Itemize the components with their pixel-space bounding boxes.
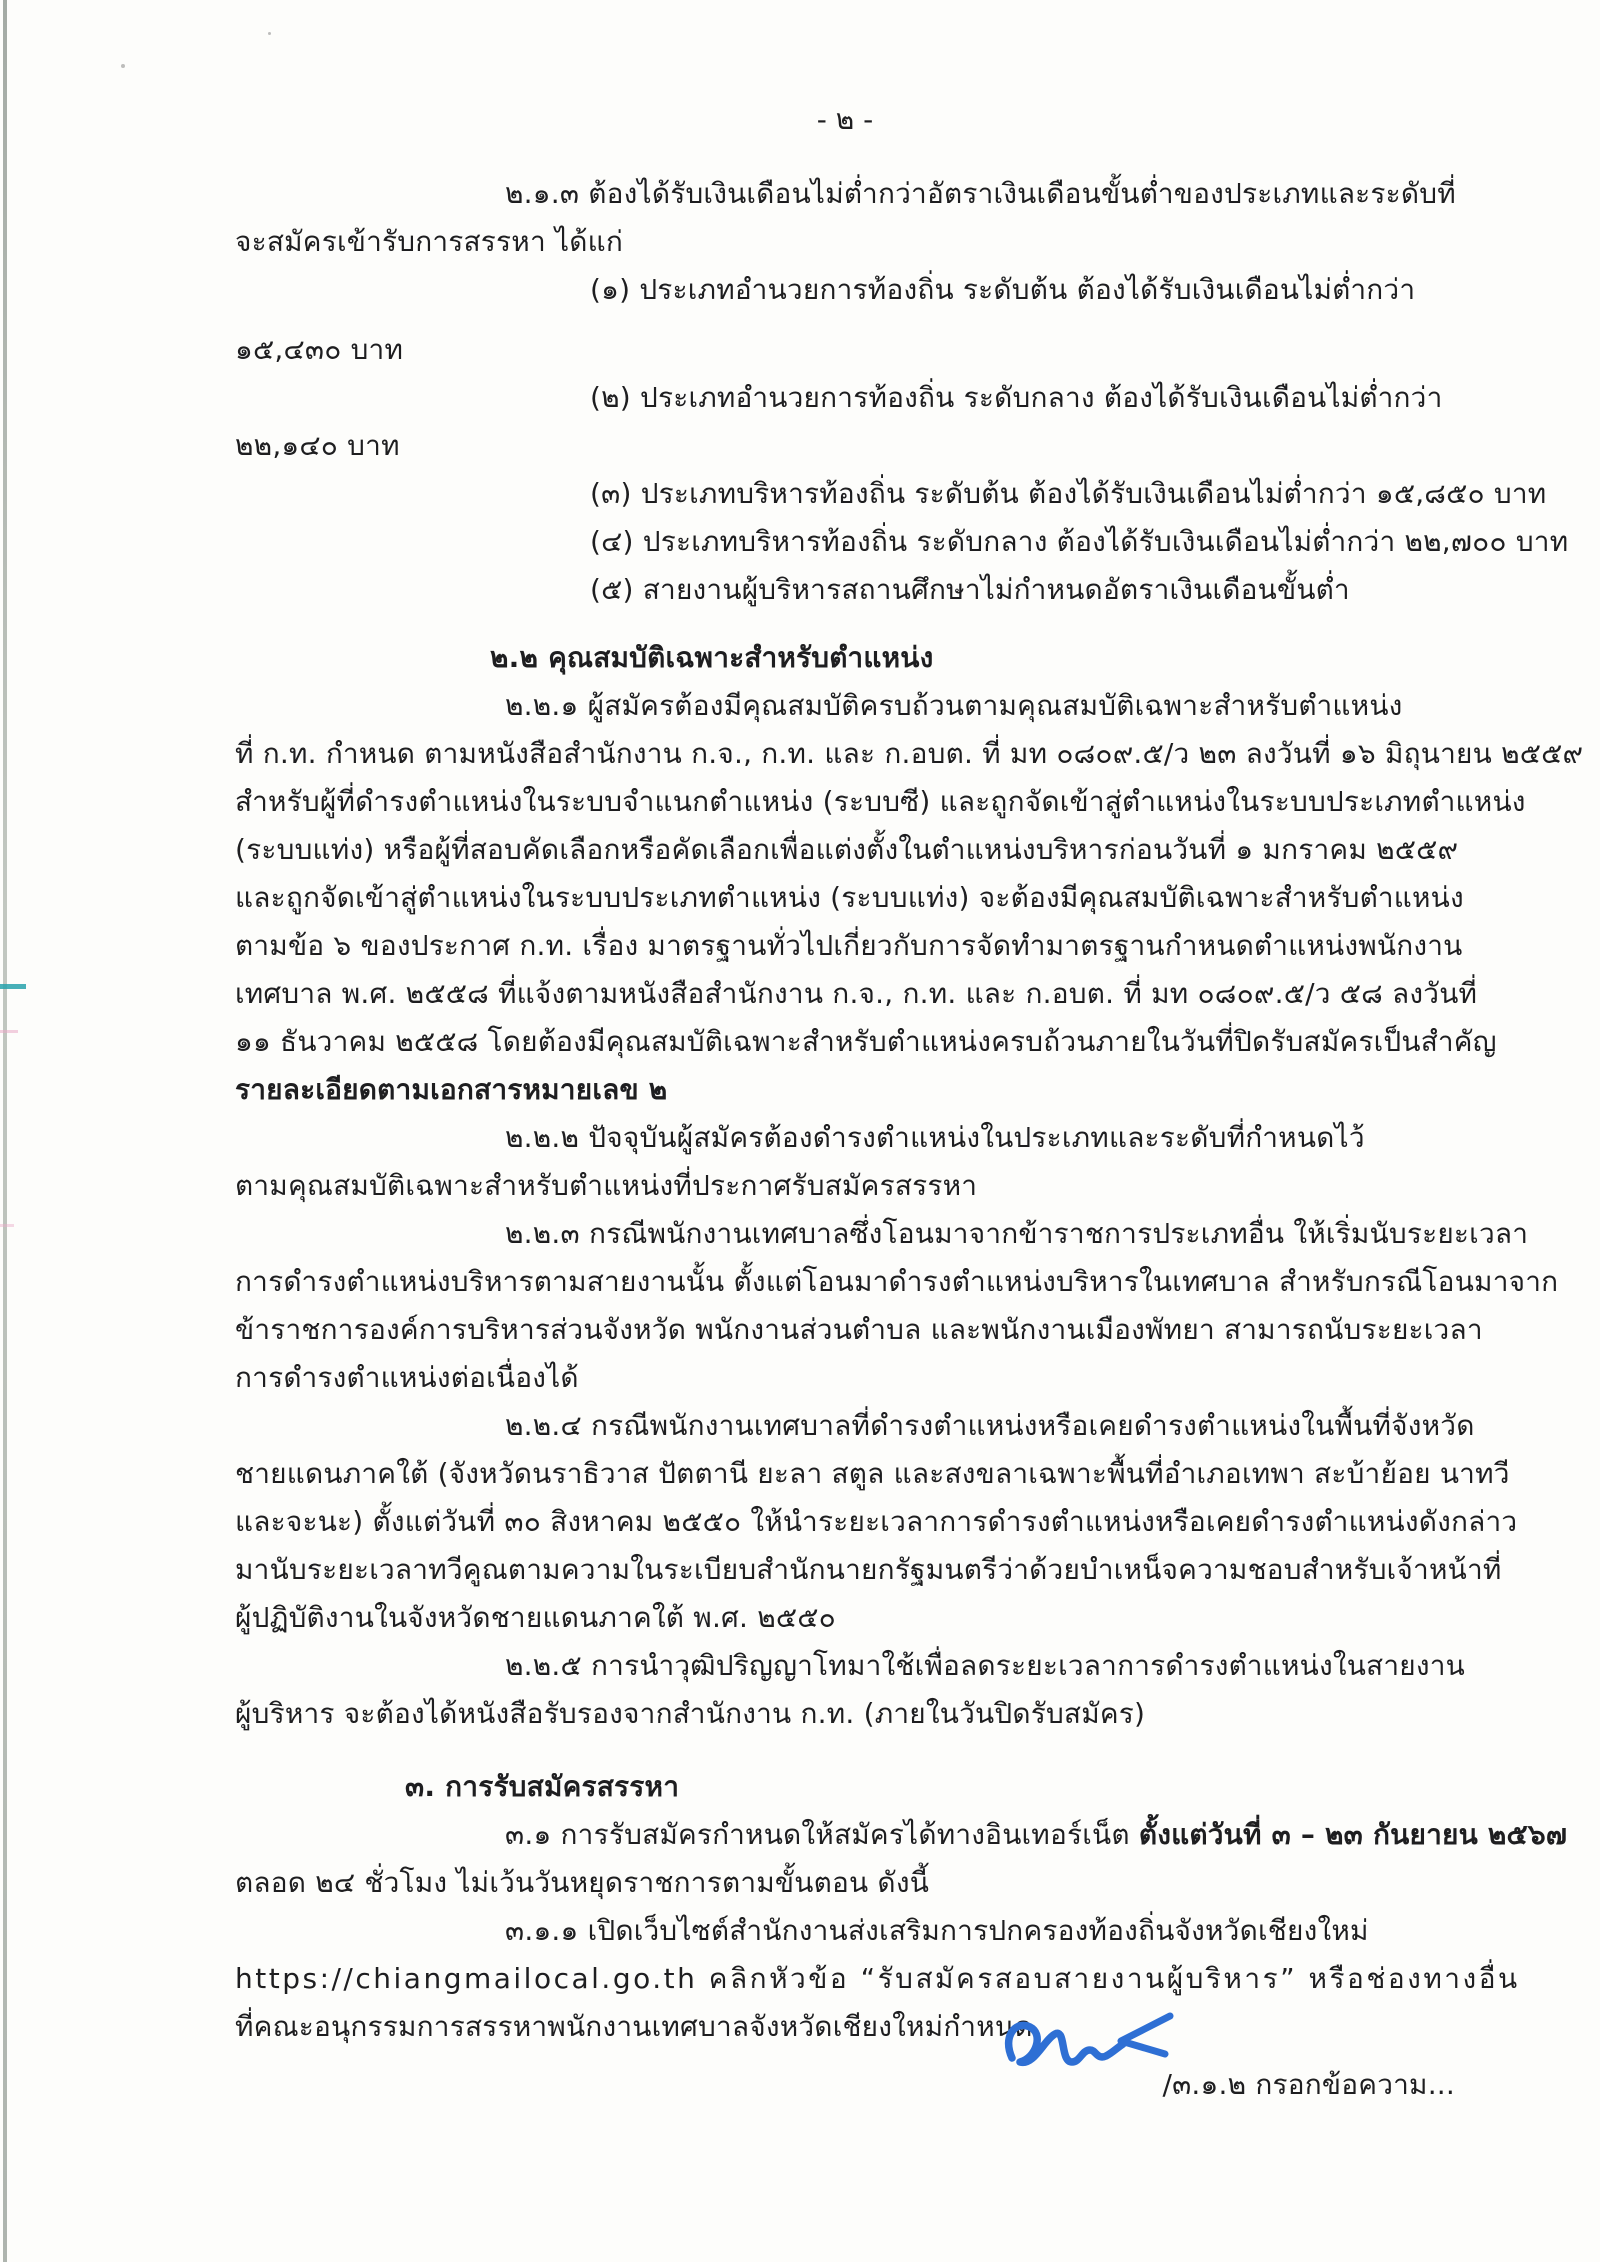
signature-stroke-tail bbox=[1121, 2016, 1170, 2054]
clause-2-2-4-line-4: มานับระยะเวลาทวีคูณตามความในระเบียบสำนักนายกรัฐมนตรีว่าด้วยบำเหน็จความชอบสำหรับเจ้าหน้าที่ bbox=[235, 1553, 1502, 1586]
clause-2-2-3-line-3: ข้าราชการองค์การบริหารส่วนจังหวัด พนักงานส่วนตำบล และพนักงานเมืองพัทยา สามารถนับระยะเวลา bbox=[235, 1313, 1483, 1346]
salary-item-5: (๕) สายงานผู้บริหารสถานศึกษาไม่กำหนดอัตราเงินเดือนขั้นต่ำ bbox=[590, 573, 1350, 606]
clause-2-2-3-line-4: การดำรงตำแหน่งต่อเนื่องได้ bbox=[235, 1361, 579, 1394]
salary-item-4: (๔) ประเภทบริหารท้องถิ่น ระดับกลาง ต้องได้รับเงินเดือนไม่ต่ำกว่า ๒๒,๗๐๐ บาท bbox=[590, 525, 1569, 558]
salary-item-2: (๒) ประเภทอำนวยการท้องถิ่น ระดับกลาง ต้องได้รับเงินเดือนไม่ต่ำกว่า bbox=[590, 381, 1443, 414]
clause-2-2-4-line-1: ๒.๒.๔ กรณีพนักงานเทศบาลที่ดำรงตำแหน่งหรือเคยดำรงตำแหน่งในพื้นที่จังหวัด bbox=[505, 1409, 1475, 1442]
clause-2-1-3-line-2: จะสมัครเข้ารับการสรรหา ได้แก่ bbox=[235, 225, 624, 258]
clause-2-2-4-line-5: ผู้ปฏิบัติงานในจังหวัดชายแดนภาคใต้ พ.ศ. ๒๕๕๐ bbox=[235, 1601, 836, 1634]
clause-2-2-3-line-1: ๒.๒.๓ กรณีพนักงานเทศบาลซึ่งโอนมาจากข้าราชการประเภทอื่น ให้เริ่มนับระยะเวลา bbox=[505, 1217, 1529, 1250]
website-url-line: https://chiangmailocal.go.th คลิกหัวข้อ “รับสมัครสอบสายงานผู้บริหาร” หรือช่องทางอื่น bbox=[235, 1962, 1520, 1995]
signature-stroke-main bbox=[1009, 2025, 1123, 2062]
clause-3-1-line-2: ตลอด ๒๔ ชั่วโมง ไม่เว้นวันหยุดราชการตามขั้นตอน ดังนี้ bbox=[235, 1866, 930, 1899]
salary-amount-1: ๑๕,๔๓๐ บาท bbox=[235, 333, 404, 366]
clause-2-2-2-line-2: ตามคุณสมบัติเฉพาะสำหรับตำแหน่งที่ประกาศรับสมัครสรรหา bbox=[235, 1169, 978, 1202]
page-number: - ๒ - bbox=[816, 103, 874, 136]
clause-2-2-1-line-5: และถูกจัดเข้าสู่ตำแหน่งในระบบประเภทตำแหน่ง (ระบบแท่ง) จะต้องมีคุณสมบัติเฉพาะสำหรับตำแหน่ง bbox=[235, 881, 1464, 914]
clause-2-2-1-line-2: ที่ ก.ท. กำหนด ตามหนังสือสำนักงาน ก.จ., ก.ท. และ ก.อบต. ที่ มท ๐๘๐๙.๕/ว ๒๓ ลงวันที่ ๑๖ มิถุนายน ๒๕๕๙ bbox=[235, 737, 1584, 770]
clause-2-2-4-line-2: ชายแดนภาคใต้ (จังหวัดนราธิวาส ปัตตานี ยะลา สตูล และสงขลาเฉพาะพื้นที่อำเภอเทพา สะบ้าย้อย นาทวี bbox=[235, 1457, 1510, 1490]
signature-ink bbox=[1000, 2000, 1180, 2092]
section-3-heading: ๓. การรับสมัครสรรหา bbox=[405, 1770, 680, 1803]
attachment-note: รายละเอียดตามเอกสารหมายเลข ๒ bbox=[235, 1073, 668, 1106]
clause-2-2-3-line-2: การดำรงตำแหน่งบริหารตามสายงานนั้น ตั้งแต่โอนมาดำรงตำแหน่งบริหารในเทศบาล สำหรับกรณีโอนมาจาก bbox=[235, 1265, 1559, 1298]
continuation-note: /๓.๑.๒ กรอกข้อความ... bbox=[1162, 2068, 1455, 2101]
clause-2-2-1-line-7: เทศบาล พ.ศ. ๒๕๕๘ ที่แจ้งตามหนังสือสำนักงาน ก.จ., ก.ท. และ ก.อบต. ที่ มท ๐๘๐๙.๕/ว ๕๘ ลงวันที่ bbox=[235, 977, 1478, 1010]
clause-2-2-1-line-4: (ระบบแท่ง) หรือผู้ที่สอบคัดเลือกหรือคัดเลือกเพื่อแต่งตั้งในตำแหน่งบริหารก่อนวันที่ ๑ มกราคม ๒๕๕๙ bbox=[235, 833, 1459, 866]
clause-3-1-lead: ๓.๑ การรับสมัครกำหนดให้สมัครได้ทางอินเทอร์เน็ต bbox=[505, 1818, 1139, 1851]
clause-2-2-1-line-6: ตามข้อ ๖ ของประกาศ ก.ท. เรื่อง มาตรฐานทั่วไปเกี่ยวกับการจัดทำมาตรฐานกำหนดตำแหน่งพนักงาน bbox=[235, 929, 1463, 962]
salary-amount-2: ๒๒,๑๔๐ บาท bbox=[235, 429, 400, 462]
clause-2-2-1-line-8: ๑๑ ธันวาคม ๒๕๕๘ โดยต้องมีคุณสมบัติเฉพาะสำหรับตำแหน่งครบถ้วนภายในวันที่ปิดรับสมัครเป็นสำคัญ bbox=[235, 1025, 1497, 1058]
section-2-2-heading: ๒.๒ คุณสมบัติเฉพาะสำหรับตำแหน่ง bbox=[490, 641, 934, 674]
clause-2-2-2-line-1: ๒.๒.๒ ปัจจุบันผู้สมัครต้องดำรงตำแหน่งในประเภทและระดับที่กำหนดไว้ bbox=[505, 1121, 1365, 1154]
clause-2-2-4-line-3: และจะนะ) ตั้งแต่วันที่ ๓๐ สิงหาคม ๒๕๕๐ ให้นำระยะเวลาการดำรงตำแหน่งหรือเคยดำรงตำแหน่งดังกล่าว bbox=[235, 1505, 1518, 1538]
clause-2-2-5-line-1: ๒.๒.๕ การนำวุฒิปริญญาโทมาใช้เพื่อลดระยะเวลาการดำรงตำแหน่งในสายงาน bbox=[505, 1649, 1466, 1682]
clause-3-1-1-line-1: ๓.๑.๑ เปิดเว็บไซต์สำนักงานส่งเสริมการปกครองท้องถิ่นจังหวัดเชียงใหม่ bbox=[505, 1914, 1369, 1947]
clause-2-2-1-line-1: ๒.๒.๑ ผู้สมัครต้องมีคุณสมบัติครบถ้วนตามคุณสมบัติเฉพาะสำหรับตำแหน่ง bbox=[505, 689, 1403, 722]
clause-3-1-line-1 bbox=[235, 1811, 1568, 1859]
clause-2-2-5-line-2: ผู้บริหาร จะต้องได้หนังสือรับรองจากสำนักงาน ก.ท. (ภายในวันปิดรับสมัคร) bbox=[235, 1697, 1146, 1730]
salary-item-3: (๓) ประเภทบริหารท้องถิ่น ระดับต้น ต้องได้รับเงินเดือนไม่ต่ำกว่า ๑๕,๘๕๐ บาท bbox=[590, 477, 1547, 510]
clause-2-2-1-line-3: สำหรับผู้ที่ดำรงตำแหน่งในระบบจำแนกตำแหน่ง (ระบบซี) และถูกจัดเข้าสู่ตำแหน่งในระบบประเภทตำแหน่ง bbox=[235, 785, 1526, 818]
salary-item-1: (๑) ประเภทอำนวยการท้องถิ่น ระดับต้น ต้องได้รับเงินเดือนไม่ต่ำกว่า bbox=[590, 273, 1416, 306]
clause-3-1-1-line-3: ที่คณะอนุกรรมการสรรหาพนักงานเทศบาลจังหวัดเชียงใหม่กำหนด bbox=[235, 2010, 1033, 2043]
application-period: ตั้งแต่วันที่ ๓ – ๒๓ กันยายน ๒๕๖๗ bbox=[1138, 1818, 1568, 1851]
clause-2-1-3-line-1: ๒.๑.๓ ต้องได้รับเงินเดือนไม่ต่ำกว่าอัตราเงินเดือนขั้นต่ำของประเภทและระดับที่ bbox=[505, 177, 1456, 210]
